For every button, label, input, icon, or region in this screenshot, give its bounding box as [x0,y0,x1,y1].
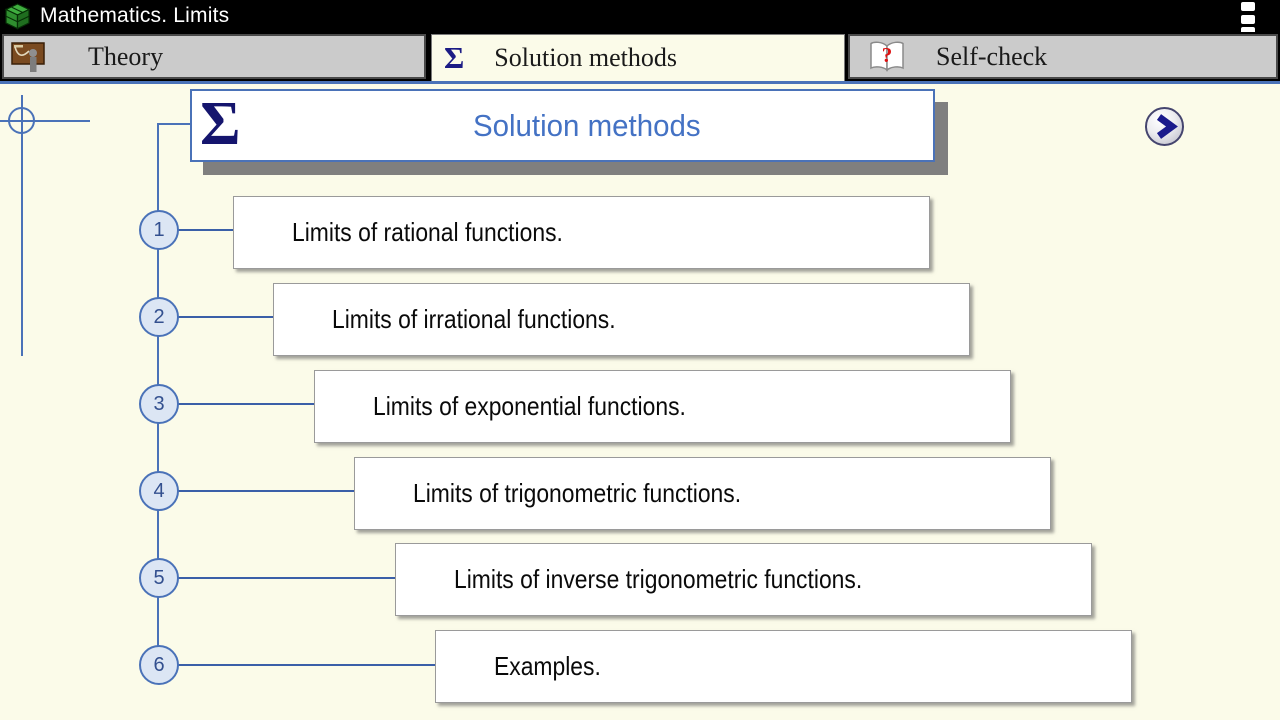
connector-line [178,229,233,231]
tab-theory-label: Theory [88,41,164,71]
chalkboard-teacher-icon [10,38,48,76]
svg-text:?: ? [881,42,893,67]
menu-item-label: Limits of trigonometric functions. [413,478,742,508]
menu-item-label: Limits of exponential functions. [373,391,686,421]
tab-bar [0,32,1280,84]
tab-self-check[interactable] [848,34,1278,79]
solution-methods-page [0,84,1280,720]
title-bar [0,0,1280,32]
menu-item-limits-inverse-trigonometric[interactable] [395,543,1092,616]
menu-item-label: Limits of irrational functions. [332,304,616,334]
tree-header-connector [157,123,192,125]
overflow-menu-icon[interactable] [1241,2,1256,36]
green-cube-icon [4,3,31,30]
menu-item-examples[interactable] [435,630,1132,703]
sigma-icon: Σ [200,89,241,158]
connector-line [178,403,314,405]
decor-axis-origin-circle [8,107,35,134]
tab-solution-methods-label: Solution methods [494,43,678,72]
connector-line [178,490,354,492]
menu-item-limits-irrational[interactable] [273,283,970,356]
section-header-banner [190,89,935,162]
decor-axis-vertical-line [21,95,23,356]
next-page-button[interactable] [1145,107,1184,146]
menu-item-limits-rational[interactable] [233,196,930,269]
node-number-6: 6 [139,645,179,685]
connector-line [178,577,395,579]
connector-line [178,664,435,666]
sigma-icon: Σ [444,40,465,75]
chevron-right-icon [1147,109,1182,144]
page-title: Mathematics. Limits [40,4,230,27]
menu-item-limits-exponential[interactable] [314,370,1011,443]
tab-solution-methods[interactable] [431,34,845,81]
open-book-question-icon [867,39,907,75]
section-title: Solution methods [472,107,701,143]
connector-line [178,316,273,318]
tab-theory[interactable] [2,34,426,79]
menu-item-limits-trigonometric[interactable] [354,457,1051,530]
node-number-3: 3 [139,384,179,424]
node-number-5: 5 [139,558,179,598]
menu-item-label: Limits of rational functions. [292,217,563,247]
menu-item-label: Limits of inverse trigonometric functions. [454,564,863,594]
node-number-4: 4 [139,471,179,511]
node-number-1: 1 [139,210,179,250]
tab-self-check-label: Self-check [936,41,1048,71]
menu-item-label: Examples. [494,651,601,681]
node-number-2: 2 [139,297,179,337]
